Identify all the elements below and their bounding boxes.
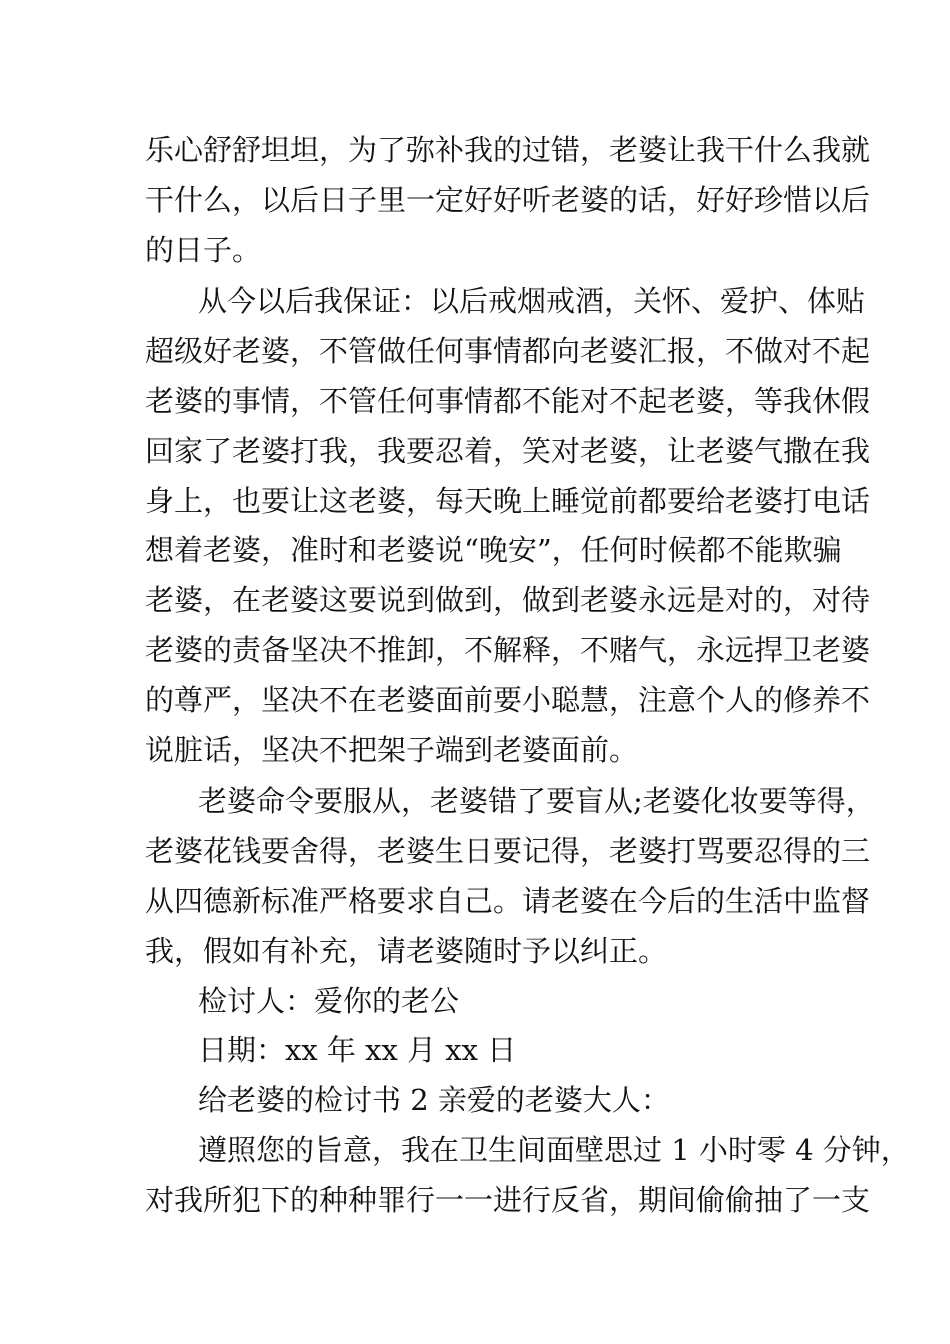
text-line: 想着老婆，准时和老婆说“晚安”，任何时候都不能欺骗	[145, 533, 842, 567]
text-line: 从四德新标准严格要求自己。请老婆在今后的生活中监督	[145, 884, 871, 918]
text-line: 老婆的事情，不管任何事情都不能对不起老婆，等我休假	[145, 384, 871, 418]
text-line: 遵照您的旨意，我在卫生间面壁思过 1 小时零 4 分钟，	[198, 1133, 910, 1167]
text-line: 干什么，以后日子里一定好好听老婆的话，好好珍惜以后	[145, 183, 871, 217]
text-line: 说脏话，坚决不把架子端到老婆面前。	[145, 733, 639, 767]
text-line: 从今以后我保证：以后戒烟戒酒，关怀、爱护、体贴	[198, 284, 866, 318]
text-line: 身上，也要让这老婆，每天晚上睡觉前都要给老婆打电话	[145, 484, 871, 518]
text-line: 的日子。	[145, 233, 262, 267]
text-line: 回家了老婆打我，我要忍着，笑对老婆，让老婆气撒在我	[145, 434, 871, 468]
text-line: 老婆的责备坚决不推卸，不解释，不赌气，永远捍卫老婆	[145, 633, 871, 667]
date-line: 日期：xx 年 xx 月 xx 日	[198, 1033, 517, 1067]
text-line: 老婆花钱要舍得，老婆生日要记得，老婆打骂要忍得的三	[145, 834, 871, 868]
text-line: 超级好老婆，不管做任何事情都向老婆汇报，不做对不起	[145, 334, 871, 368]
text-line: 对我所犯下的种种罪行一一进行反省，期间偷偷抽了一支	[145, 1183, 871, 1217]
signature-line: 检讨人：爱你的老公	[198, 984, 460, 1018]
text-line: 乐心舒舒坦坦，为了弥补我的过错，老婆让我干什么我就	[145, 133, 871, 167]
text-line: 的尊严，坚决不在老婆面前要小聪慧，注意个人的修养不	[145, 683, 871, 717]
text-line: 老婆，在老婆这要说到做到，做到老婆永远是对的，对待	[145, 583, 871, 617]
text-line: 我，假如有补充，请老婆随时予以纠正。	[145, 934, 668, 968]
section-heading: 给老婆的检讨书 2 亲爱的老婆大人：	[198, 1083, 670, 1117]
text-line: 老婆命令要服从，老婆错了要盲从;老婆化妆要等得，	[198, 784, 875, 818]
